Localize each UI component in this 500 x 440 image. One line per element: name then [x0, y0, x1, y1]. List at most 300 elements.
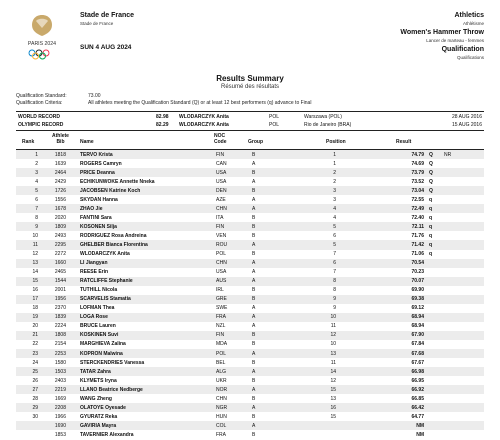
cell-rank: 7	[35, 205, 38, 212]
cell-result: 66.42	[411, 404, 424, 411]
cell-group: A	[252, 196, 256, 203]
cell-rank: 6	[35, 196, 38, 203]
cell-group: A	[252, 178, 256, 185]
qualification-standard-value: 73.00	[88, 93, 101, 99]
cell-position: 15	[330, 413, 336, 420]
cell-position: 8	[333, 278, 336, 285]
table-row	[16, 331, 484, 340]
cell-q: q	[429, 241, 433, 248]
cell-noc: GRE	[216, 296, 227, 303]
cell-name: LOFMAN Thea	[80, 305, 115, 312]
table-row	[16, 268, 484, 277]
cell-noc: CHN	[216, 260, 227, 267]
cell-noc: USA	[216, 178, 227, 185]
cell-rank: 18	[32, 305, 38, 312]
cell-noc: FIN	[216, 151, 225, 158]
table-row	[16, 421, 484, 430]
cell-noc: ROU	[216, 241, 228, 248]
olympic-record-row	[16, 121, 484, 130]
table-row	[16, 250, 484, 259]
cell-position: 7	[333, 269, 336, 276]
table-row	[16, 313, 484, 322]
cell-noc: NZL	[216, 323, 226, 330]
cell-bib: 1544	[54, 278, 66, 285]
cell-noc: COL	[216, 422, 227, 429]
cell-q: q	[429, 251, 433, 258]
cell-q: Q	[429, 151, 433, 158]
cell-bib: 1503	[54, 368, 66, 375]
cell-q: Q	[429, 160, 433, 167]
cell-rank: 15	[32, 278, 38, 285]
col-bib: Athlete Bib	[52, 133, 69, 145]
cell-group: A	[252, 241, 256, 248]
cell-name: KLYMETS Iryna	[80, 377, 117, 384]
col-position: Position	[326, 139, 346, 145]
cell-group: B	[252, 413, 256, 420]
cell-position: 5	[333, 223, 336, 230]
cell-result: 74.79	[411, 151, 424, 158]
cell-group: A	[252, 386, 256, 393]
cell-result: 70.54	[411, 260, 424, 267]
cell-bib: 1669	[54, 395, 66, 402]
col-noc: NOC Code	[214, 133, 227, 145]
table-row	[16, 340, 484, 349]
cell-noc: IRL	[216, 287, 224, 294]
cell-noc: FIN	[216, 332, 225, 339]
cell-result: 72.55	[411, 196, 424, 203]
col-group: Group	[248, 139, 263, 145]
cell-name: GAVIRIA Mayra	[80, 422, 117, 429]
cell-noc: ALG	[216, 368, 227, 375]
results-table-header	[16, 133, 484, 150]
col-rank: Rank	[22, 139, 35, 145]
page-title: Results Summary	[216, 74, 284, 83]
cell-bib: 1660	[54, 260, 66, 267]
cell-noc: AUS	[216, 278, 227, 285]
cell-group: B	[252, 431, 256, 438]
cell-position: 13	[330, 350, 336, 357]
cell-name: WANG Zheng	[80, 395, 112, 402]
table-row	[16, 349, 484, 358]
cell-name: TUTHILL Nicola	[80, 287, 118, 294]
cell-rank: 30	[32, 413, 38, 420]
cell-position: 9	[333, 296, 336, 303]
qualification-criteria-value: All athletes meeting the Qualification Standard (Q) or at least 12 best performers (q) advance to Final	[88, 100, 312, 106]
cell-name: ROGERS Camryn	[80, 160, 122, 167]
cell-position: 6	[333, 232, 336, 239]
table-row	[16, 367, 484, 376]
cell-bib: 1556	[54, 196, 66, 203]
cell-group: A	[252, 305, 256, 312]
qualification-standard-label: Qualification Standard:	[16, 93, 67, 99]
cell-group: A	[252, 260, 256, 267]
event-subtitle: Lancer de marteau - femmes	[426, 38, 484, 43]
cell-noc: FRA	[216, 314, 226, 321]
cell-q: Q	[429, 178, 433, 185]
cell-name: GYURATZ Reka	[80, 413, 118, 420]
cell-name: LLANO Beatrice Nedberge	[80, 386, 143, 393]
cell-position: 1	[333, 160, 336, 167]
cell-rank: 27	[32, 386, 38, 393]
cell-position: 11	[330, 323, 336, 330]
cell-group: A	[252, 205, 256, 212]
phase-name: Qualification	[441, 46, 484, 53]
cell-result: 67.90	[411, 332, 424, 339]
table-row	[16, 403, 484, 412]
record-noc: POL	[269, 114, 280, 120]
sport-subtitle: Athlétisme	[462, 21, 484, 26]
cell-result: 66.98	[411, 368, 424, 375]
cell-result: 71.42	[411, 241, 424, 248]
cell-result: 73.52	[411, 178, 424, 185]
table-row	[16, 376, 484, 385]
cell-bib: 2020	[54, 214, 66, 221]
cell-bib: 2219	[54, 386, 66, 393]
cell-rank: 2	[35, 160, 38, 167]
cell-group: A	[252, 314, 256, 321]
cell-name: OLATOYE Oyesade	[80, 404, 126, 411]
cell-position: 8	[333, 287, 336, 294]
cell-group: A	[252, 404, 256, 411]
cell-noc: NGR	[216, 404, 228, 411]
cell-name: BRUCE Lauren	[80, 323, 116, 330]
cell-group: B	[252, 395, 256, 402]
cell-q: Q	[429, 169, 433, 176]
cell-rank: 28	[32, 395, 38, 402]
table-row	[16, 150, 484, 159]
cell-rank: 8	[35, 214, 38, 221]
cell-rank: 3	[35, 169, 38, 176]
cell-bib: 1809	[54, 223, 66, 230]
cell-rank: 12	[32, 251, 38, 258]
cell-bib: 2253	[54, 350, 66, 357]
cell-result: 69.38	[411, 296, 424, 303]
cell-position: 12	[330, 332, 336, 339]
cell-noc: VEN	[216, 232, 227, 239]
cell-group: B	[252, 251, 256, 258]
table-row	[16, 195, 484, 204]
cell-noc: BEL	[216, 359, 226, 366]
cell-result: 64.77	[411, 413, 424, 420]
cell-bib: 1818	[54, 151, 66, 158]
cell-position: 2	[333, 178, 336, 185]
world-record-row	[16, 112, 484, 121]
cell-noc: CHN	[216, 395, 227, 402]
cell-bib: 1726	[54, 187, 66, 194]
record-date: 15 AUG 2016	[451, 122, 482, 128]
table-row	[16, 304, 484, 313]
cell-group: B	[252, 169, 256, 176]
cell-result: 67.84	[411, 341, 424, 348]
cell-result: 71.06	[411, 251, 424, 258]
cell-name: SKYDAN Hanna	[80, 196, 118, 203]
cell-bib: 1956	[54, 296, 66, 303]
cell-result: 71.76	[411, 232, 424, 239]
record-label: WORLD RECORD	[18, 114, 60, 120]
sport-name: Athletics	[454, 12, 484, 19]
cell-bib: 2465	[54, 269, 66, 276]
cell-rank: 22	[32, 341, 38, 348]
cell-rank: 9	[35, 223, 38, 230]
venue-subtitle: Stade de France	[80, 21, 114, 26]
cell-bib: 1966	[54, 413, 66, 420]
cell-result: 74.69	[411, 160, 424, 167]
col-result: Result	[396, 139, 412, 145]
cell-group: B	[252, 187, 256, 194]
cell-name: LI Jiangyan	[80, 260, 108, 267]
cell-noc: POL	[216, 350, 227, 357]
cell-position: 12	[330, 377, 336, 384]
cell-noc: ITA	[216, 214, 224, 221]
cell-q: q	[429, 196, 433, 203]
cell-group: A	[252, 278, 256, 285]
table-row	[16, 394, 484, 403]
cell-name: KOSKINEN Suvi	[80, 332, 119, 339]
page-header	[0, 0, 500, 68]
cell-bib: 2154	[54, 341, 66, 348]
table-row	[16, 231, 484, 240]
record-mark: 82.29	[156, 122, 169, 128]
cell-result: 67.67	[411, 359, 424, 366]
cell-group: B	[252, 214, 256, 221]
cell-name: TATAR Zahra	[80, 368, 111, 375]
cell-rank: 23	[32, 350, 38, 357]
cell-rank: 24	[32, 359, 38, 366]
cell-rank: 29	[32, 404, 38, 411]
venue-name: Stade de France	[80, 12, 135, 19]
table-row	[16, 322, 484, 331]
record-date: 28 AUG 2016	[451, 114, 482, 120]
cell-q: Q	[429, 187, 433, 194]
cell-noc: AZE	[216, 196, 226, 203]
table-row	[16, 385, 484, 394]
cell-rank: 20	[32, 323, 38, 330]
cell-bib: 2001	[54, 287, 66, 294]
cell-group: B	[252, 223, 256, 230]
cell-rank: 16	[32, 287, 38, 294]
table-row	[16, 213, 484, 222]
event-date: SUN 4 AUG 2024	[80, 44, 132, 51]
cell-name: RATCLIFFE Stephanie	[80, 278, 133, 285]
cell-bib: 2464	[54, 169, 66, 176]
cell-name: WLODARCZYK Anita	[80, 251, 130, 258]
cell-noc: MDA	[216, 341, 228, 348]
cell-position: 5	[333, 241, 336, 248]
cell-group: A	[252, 350, 256, 357]
record-mark: 82.98	[156, 114, 169, 120]
cell-result: 70.07	[411, 278, 424, 285]
cell-position: 1	[333, 151, 336, 158]
cell-bib: 2370	[54, 305, 66, 312]
cell-rank: 19	[32, 314, 38, 321]
cell-position: 2	[333, 169, 336, 176]
cell-name: STERCKENDRIES Vanessa	[80, 359, 145, 366]
record-noc: POL	[269, 122, 280, 128]
cell-bib: 2295	[54, 241, 66, 248]
table-row	[16, 286, 484, 295]
cell-rank: 14	[32, 269, 38, 276]
cell-group: B	[252, 287, 256, 294]
cell-result: 68.94	[411, 323, 424, 330]
qualification-standard	[16, 93, 101, 99]
cell-result: 72.40	[411, 214, 424, 221]
cell-bib: 2272	[54, 251, 66, 258]
cell-group: B	[252, 359, 256, 366]
cell-rank: 5	[35, 187, 38, 194]
cell-bib: 1853	[54, 431, 66, 438]
cell-name: JACOBSEN Katrine Koch	[80, 187, 141, 194]
cell-name: TERVO Krista	[80, 151, 113, 158]
cell-rank: 1	[35, 151, 38, 158]
cell-group: B	[252, 341, 256, 348]
cell-position: 4	[333, 205, 336, 212]
cell-noc: FIN	[216, 223, 225, 230]
page-subtitle: Résumé des résultats	[220, 84, 280, 90]
cell-group: B	[252, 377, 256, 384]
cell-name: LOGA Rose	[80, 314, 108, 321]
cell-position: 7	[333, 251, 336, 258]
cell-rank: 17	[32, 296, 38, 303]
cell-bib: 1839	[54, 314, 66, 321]
table-row	[16, 295, 484, 304]
cell-noc: CAN	[216, 160, 227, 167]
cell-group: A	[252, 422, 256, 429]
cell-noc: USA	[216, 269, 227, 276]
table-row	[16, 240, 484, 249]
phase-subtitle: Qualifications	[456, 55, 484, 60]
cell-group: A	[252, 160, 256, 167]
cell-result: 68.94	[411, 314, 424, 321]
paris-2024-logo	[16, 12, 68, 60]
cell-name: PRICE Deanna	[80, 169, 115, 176]
cell-name: RODRIGUEZ Rosa Andreina	[80, 232, 147, 239]
table-row	[16, 259, 484, 268]
cell-bib: 1690	[54, 422, 66, 429]
cell-bib: 1808	[54, 332, 66, 339]
cell-result: NM	[416, 422, 424, 429]
table-row	[16, 412, 484, 421]
cell-name: MARGHIEVA Zalina	[80, 341, 126, 348]
record-place: Warszawa (POL)	[304, 114, 342, 120]
cell-position: 11	[330, 359, 336, 366]
cell-noc: UKR	[216, 377, 227, 384]
cell-rank: 13	[32, 260, 38, 267]
cell-position: 16	[330, 404, 336, 411]
cell-bib: 1639	[54, 160, 66, 167]
cell-result: 73.79	[411, 169, 424, 176]
cell-name: ECHIKUNWOKE Annette Nneka	[80, 178, 155, 185]
cell-noc: FRA	[216, 431, 226, 438]
cell-result: 70.23	[411, 269, 424, 276]
cell-result: 69.90	[411, 287, 424, 294]
cell-position: 3	[333, 196, 336, 203]
cell-rank: 26	[32, 377, 38, 384]
record-holder: WLODARCZYK Anita	[179, 122, 229, 128]
cell-result: 67.68	[411, 350, 424, 357]
cell-group: B	[252, 332, 256, 339]
cell-position: 3	[333, 187, 336, 194]
table-row	[16, 177, 484, 186]
cell-group: A	[252, 269, 256, 276]
cell-q: q	[429, 205, 433, 212]
cell-bib: 2208	[54, 404, 66, 411]
cell-q: q	[429, 232, 433, 239]
cell-position: 10	[330, 341, 336, 348]
record-place: Rio de Janeiro (BRA)	[304, 122, 352, 128]
table-row	[16, 159, 484, 168]
table-row	[16, 204, 484, 213]
cell-position: 10	[330, 314, 336, 321]
cell-rank: 10	[32, 232, 38, 239]
cell-group: A	[252, 368, 256, 375]
cell-noc: DEN	[216, 187, 227, 194]
cell-bib: 2429	[54, 178, 66, 185]
cell-position: 4	[333, 214, 336, 221]
cell-bib: 1580	[54, 359, 66, 366]
cell-noc: NOR	[216, 386, 228, 393]
cell-bib: 2224	[54, 323, 66, 330]
qualification-criteria	[16, 100, 312, 106]
cell-position: 13	[330, 395, 336, 402]
cell-group: B	[252, 151, 256, 158]
cell-name: ZHAO Jie	[80, 205, 103, 212]
cell-result: 66.85	[411, 395, 424, 402]
cell-position: 15	[330, 386, 336, 393]
cell-position: 14	[330, 368, 336, 375]
cell-rank: 21	[32, 332, 38, 339]
cell-result: 72.49	[411, 205, 424, 212]
cell-name: SCARVELIS Stamatia	[80, 296, 131, 303]
table-row	[16, 222, 484, 231]
cell-q: q	[429, 214, 433, 221]
cell-result: 69.12	[411, 305, 424, 312]
qualification-criteria-label: Qualification Criteria:	[16, 100, 63, 106]
cell-group: B	[252, 296, 256, 303]
table-row	[16, 358, 484, 367]
cell-name: KOPRON Malwina	[80, 350, 123, 357]
cell-position: 6	[333, 260, 336, 267]
cell-group: B	[252, 232, 256, 239]
cell-noc: USA	[216, 169, 227, 176]
cell-noc: HUN	[216, 413, 227, 420]
cell-rank: 25	[32, 368, 38, 375]
table-row	[16, 277, 484, 286]
cell-name: KOSONEN Silja	[80, 223, 117, 230]
table-row	[16, 186, 484, 195]
cell-rank: 11	[32, 241, 38, 248]
table-row	[16, 168, 484, 177]
cell-q: q	[429, 223, 433, 230]
cell-bib: 2403	[54, 377, 66, 384]
records-box	[16, 111, 484, 131]
cell-bib: 1678	[54, 205, 66, 212]
cell-rank: 4	[35, 178, 38, 185]
event-name: Women's Hammer Throw	[400, 29, 484, 36]
cell-result: NM	[416, 431, 424, 438]
cell-group: A	[252, 323, 256, 330]
record-holder: WLODARCZYK Anita	[179, 114, 229, 120]
cell-noc: SWE	[216, 305, 228, 312]
cell-bib: 2493	[54, 232, 66, 239]
cell-note: NR	[444, 151, 452, 158]
cell-result: 73.04	[411, 187, 424, 194]
cell-result: 66.92	[411, 386, 424, 393]
cell-position: 9	[333, 305, 336, 312]
cell-result: 72.11	[411, 223, 424, 230]
cell-name: FANTINI Sara	[80, 214, 112, 221]
results-table-body	[16, 150, 484, 440]
cell-noc: POL	[216, 251, 227, 258]
